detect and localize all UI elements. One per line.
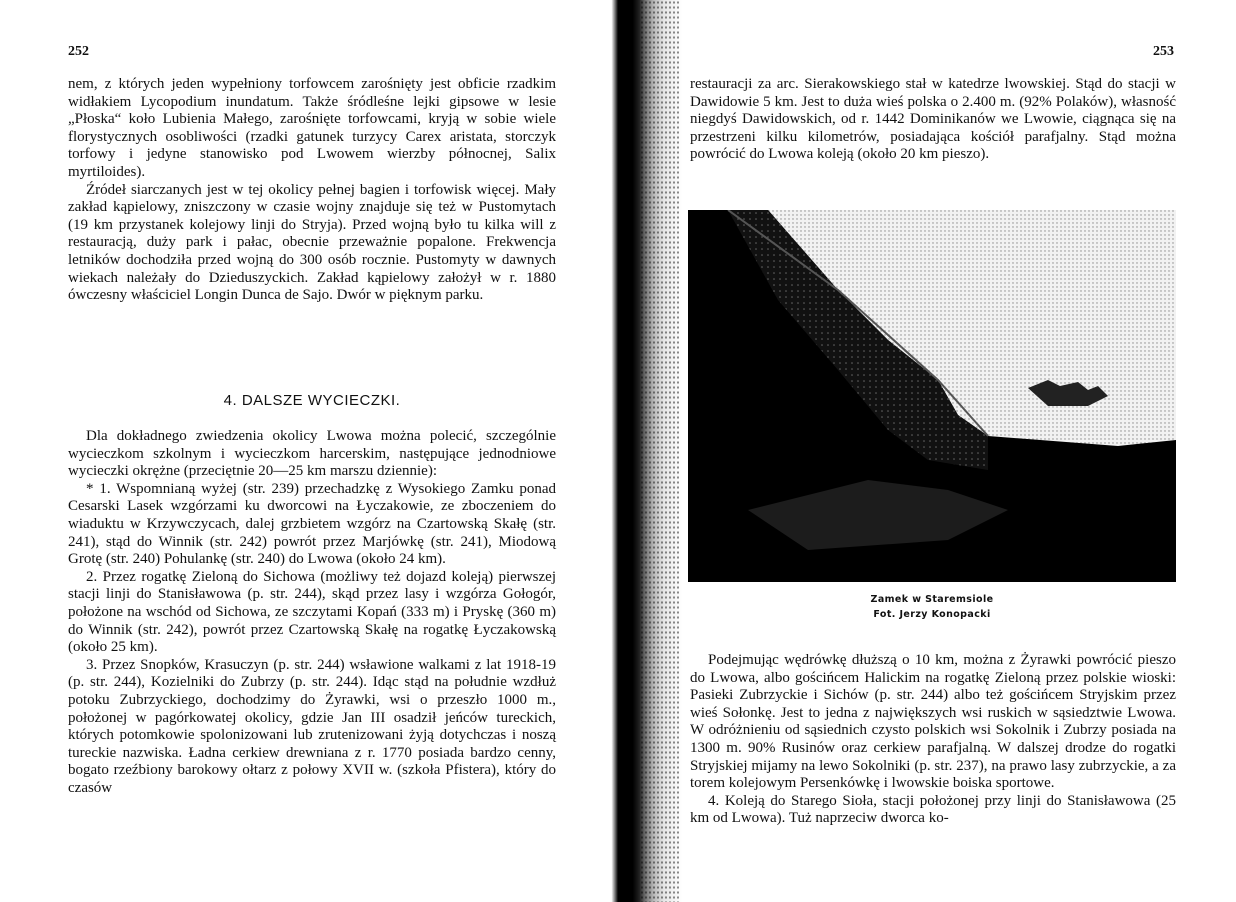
paragraph: restauracji za arc. Sierakowskiego stał w katedrze lwowskiej. Stąd do stacji w Dawidowie 5 km. Jest to duża wieś polska o 2.400 m. (92% Polaków), własność niegdyś Dawidowskich, od r. 1442 Dominikanów we Lwowie, ciągnąca się na przestrzeni kilku kilometrów, posiadająca kościół parafjalny. Stąd można powrócić do Lwowa koleją (około 20 km pieszo).	[690, 76, 1176, 163]
castle-photo	[688, 210, 1176, 582]
paragraph: 4. Koleją do Starego Sioła, stacji położonej przy linji do Stanisławowa (25 km od Lwowa). Tuż naprzeciw dworca ko-	[690, 792, 1176, 827]
castle-photo-image	[688, 210, 1176, 582]
right-text-block-2	[690, 652, 1176, 828]
left-text-block-2	[68, 428, 556, 797]
page-number-left: 252	[68, 44, 89, 59]
paragraph: Dla dokładnego zwiedzenia okolicy Lwowa można polecić, szczególnie wycieczkom szkolnym i wycieczkom harcerskim, następujące jednodniowe wycieczki okrężne (przeciętnie 20—25 km marszu dziennie):	[68, 428, 556, 480]
paragraph: Podejmując wędrówkę dłuższą o 10 km, można z Żyrawki powrócić pieszo do Lwowa, albo gościńcem Halickim na rogatkę Zieloną przez polskie wioski: Pasieki Zubrzyckie i Sichów (p. str. 244) albo też gościńcem Stryjskim przez wieś Sołonkę. Jest to jedna z największych wsi ruskich w sąsiedztwie Lwowa. W odróżnieniu od sąsiednich czysto polskich wsi Sokolnik i Zubrzy posiada na 1300 m. 90% Rusinów oraz cerkiew parafjalną. W dalszej drodze do rogatki Stryjskiej mijamy na lewo Sokolniki (p. str. 237), na prawo lasy zubrzyckie, a za torem kolejowym Persenkówkę i lwowskie boiska sportowe.	[690, 652, 1176, 792]
paragraph: Źródeł siarczanych jest w tej okolicy pełnej bagien i torfowisk więcej. Mały zakład kąpielowy, zniszczony w czasie wojny znajduje się też w Pustomytach (19 km przystanek kolejowy linji do Stryja). Przed wojną było tu kilka will z restauracją, duży park i pałac, obecnie przeważnie popalone. Frekwencja letników dochodziła przed wojną do 300 osób rocznie. Pustomyty w dawnych wiekach należały do Dzieduszyckich. Zakład kąpielowy założył w r. 1880 ówczesny właściciel Longin Dunca de Sajo. Dwór w pięknym parku.	[68, 181, 556, 304]
paragraph: 3. Przez Snopków, Krasuczyn (p. str. 244) wsławione walkami z lat 1918-19 (p. str. 244), Kozielniki do Zubrzy (p. str. 244). Idąc stąd na południe wzdłuż potoku Zubrzyckiego, dochodzimy do Żyrawki, wsi o przeszło 1000 m., położonej w pagórkowatej okolicy, gdzie Jan III osadził jeńców tureckich, których potomkowie spolonizowani lub zrutenizowani żyją dotychczas i noszą tureckie nazwiska. Ładna cerkiew drewniana z r. 1770 posiada bardzo cenny, bogato rzeźbiony barokowy ołtarz z połowy XVII w. (szkoła Pfistera), który do czasów	[68, 656, 556, 796]
left-text-block-1	[68, 76, 556, 305]
paragraph: * 1. Wspomnianą wyżej (str. 239) przechadzkę z Wysokiego Zamku ponad Cesarski Lasek wzgórzami ku dworcowi na Łyczakowie, ze zboczeniem do wiaduktu w Krzywczycach, dalej grzbietem wzgórz na Czartowską Skałę (str. 241), stąd do Winnik (str. 242) powrót przez Marjówkę (str. 241), Miodową Grotę (str. 240) Pohulankę (str. 240) do Lwowa (około 24 km).	[68, 480, 556, 568]
photo-caption	[688, 592, 1176, 622]
section-heading: 4. DALSZE WYCIECZKI.	[223, 392, 401, 409]
photo-title: Zamek w Staremsiole	[870, 594, 994, 605]
right-text-block-1	[690, 76, 1176, 164]
photo-credit: Fot. Jerzy Konopacki	[873, 609, 991, 620]
page-number-right: 253	[1153, 44, 1174, 59]
paragraph: 2. Przez rogatkę Zieloną do Sichowa (możliwy też dojazd koleją) pierwszej stacji linji do Stanisławowa (p. str. 244), skąd przez lasy i wzgórza Gołogór, położone na wschód od Sichowa, ze szczytami Kopań (333 m) i Pryskę (360 m) do Winnik (str. 242), powrót przez Czartowską Skałę na rogatkę Łyczakowską (około 25 km).	[68, 568, 556, 656]
paragraph: nem, z których jeden wypełniony torfowcem zarośnięty jest obficie rzadkim widłakiem Lycopodium inundatum. Także śródleśne lejki gipsowe w lesie „Płoska“ koło Lubienia Małego, zarośnięte torfowcami, kryją w sobie wiele florystycznych osobliwości (rzadki gatunek turzycy Carex aristata, storczyk torfowy i jedyne stanowisko pod Lwowem wierzby północnej, Salix myrtiloides).	[68, 76, 556, 180]
